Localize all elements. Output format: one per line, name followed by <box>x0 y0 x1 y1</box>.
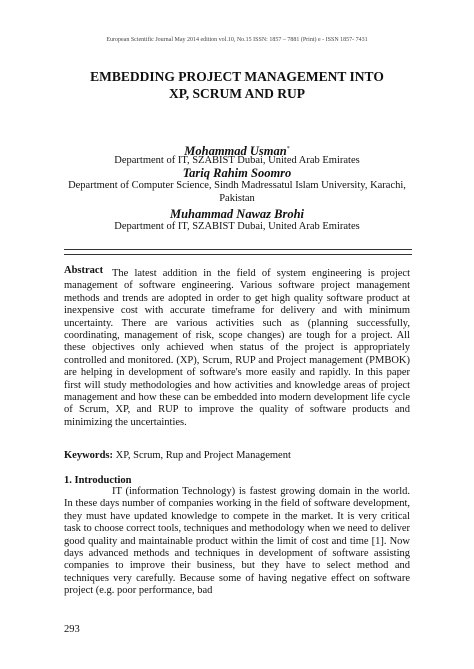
abstract-heading: Abstract <box>64 265 104 276</box>
page-number: 293 <box>64 624 80 635</box>
title-line-1: EMBEDDING PROJECT MANAGEMENT INTO <box>90 69 384 84</box>
title-line-2: XP, SCRUM AND RUP <box>168 86 305 101</box>
abstract-text: The latest addition in the field of system engineering is project management of software engineering. Various software project management methods and trends are adopted in order to get high quality software product at inexpensive cost with accurate timeframe for delivery and with minimum uncertainty. There are various activities such as (planning successfully, coordinating, management of risk, scope changes) are tough for a project. All these objectives only achieved when status of the project is appropriately controlled and monitored. (XP), Scrum, RUP and Project management (PMBOK) are helping in development of software's more easily and rapidly. In this paper first will study methodologies and how activities and knowledge areas of project management and how these can be embedded into modern development life cycle of Scrum, XP, and RUP to improve the quality of software products and minimizing the uncertainties. <box>64 268 410 428</box>
section-divider-top <box>64 249 412 250</box>
author-2-affiliation: Department of Computer Science, Sindh Madressatul Islam University, Karachi, Pakistan <box>68 180 406 204</box>
introduction-text: IT (information Technology) is fastest growing domain in the world. In these days number of companies working in the field of software development, they must have updated knowledge to compete in the market. It is very critical task to choose correct tools, techniques and methodology when we need to deliver good quality and maintainable product within the limit of cost and time [1]. Now days advanced methods and techniques in development of software assisting companies to improve their business, but they have to select method and techniques very carefully. Because some of having negative effect on software project (e.g. poor performance, bad <box>64 486 410 597</box>
keywords-line <box>64 449 410 462</box>
journal-header: European Scientific Journal May 2014 edition vol.10, No.15 ISSN: 1857 – 7881 (Print) e - ISSN 1857- 7431 <box>106 37 368 43</box>
author-1-name-text: Mohammad Usman <box>184 144 287 159</box>
section-divider-bottom <box>64 254 412 255</box>
author-3-affiliation: Department of IT, SZABIST Dubai, United Arab Emirates <box>114 221 360 232</box>
author-1-affiliation: Department of IT, SZABIST Dubai, United Arab Emirates <box>114 155 360 166</box>
corresponding-author-mark: * <box>286 146 290 152</box>
paper-title <box>30 68 444 102</box>
author-3-name: Muhammad Nawaz Brohi <box>169 207 305 221</box>
keywords-text: XP, Scrum, Rup and Project Management <box>113 450 291 461</box>
introduction-heading: 1. Introduction <box>64 475 132 486</box>
author-2-name: Tariq Rahim Soomro <box>182 166 292 180</box>
keywords-label: Keywords: <box>64 450 113 461</box>
